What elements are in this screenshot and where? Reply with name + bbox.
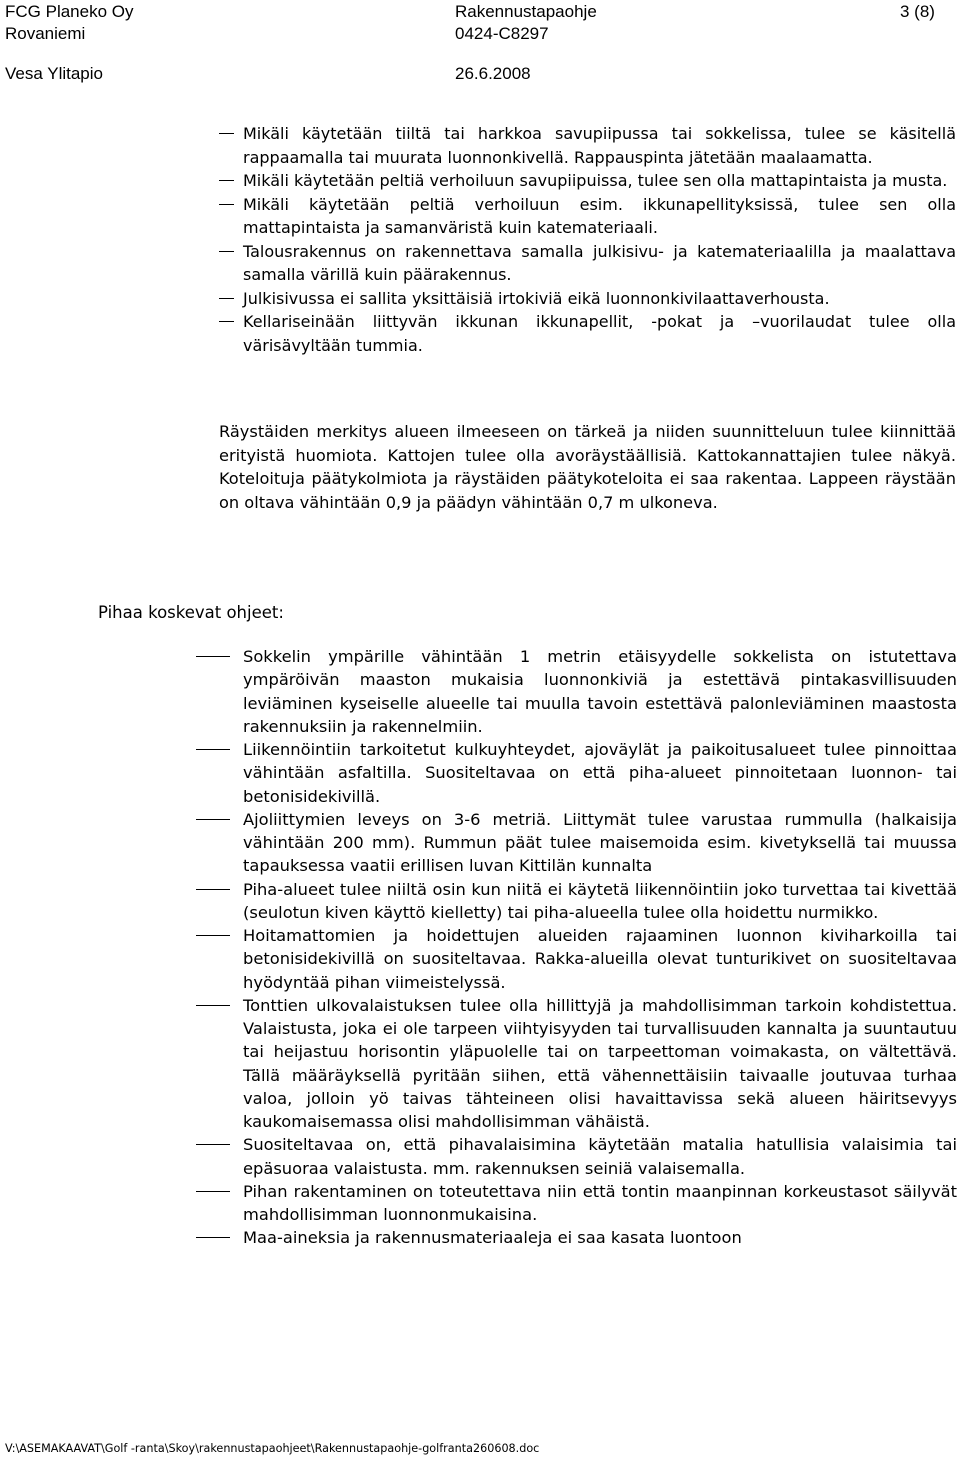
- list-item: Suositeltavaa on, että pihavalaisimina käytetään matalia hatullisia valaisimia tai epäsuoraa valaistusta. mm. rakennuksen seiniä valaisemalla.: [196, 1133, 957, 1180]
- dash-bullet: [219, 180, 234, 181]
- list-item: Hoitamattomien ja hoidettujen alueiden rajaaminen luonnon kiviharkoilla tai betonisidekivillä on suositeltavaa. Rakka-alueilla olevat tunturikivet on suositeltavaa hyödyntää pihan viimeistelyssä.: [196, 924, 957, 994]
- dash-bullet: [196, 1005, 230, 1006]
- company-location: Rovaniemi: [5, 24, 86, 43]
- list-item: Maa-aineksia ja rakennusmateriaaleja ei saa kasata luontoon: [196, 1226, 957, 1249]
- list-item: Mikäli käytetään tiiltä tai harkkoa savupiipussa tai sokkelissa, tulee se käsitellä rappaamalla tai muurata luonnonkivellä. Rappauspinta jätetään maalaamatta.: [219, 122, 956, 169]
- dash-bullet: [196, 819, 230, 820]
- dash-bullet: [196, 935, 230, 936]
- dash-bullet: [196, 656, 230, 657]
- eaves-paragraph: Räystäiden merkitys alueen ilmeeseen on tärkeä ja niiden suunnitteluun tulee kiinnittää erityistä huomiota. Kattojen tulee olla avoräystäällisiä. Kattokannattajien tulee näkyä. Koteloituja päätykolmiota ja räystäiden päätykoteloita ei saa rakentaa. Lappeen räystään on oltava vähintään 0,9 ja päädyn vähintään 0,7 m ulkoneva.: [219, 422, 956, 512]
- document-title: Rakennustapaohje: [455, 2, 597, 21]
- page-number: 3 (8): [900, 2, 935, 21]
- dash-bullet: [219, 321, 234, 322]
- dash-bullet: [219, 298, 234, 299]
- list-item: Kellariseinään liittyvän ikkunan ikkunapellit, -pokat ja –vuorilaudat tulee olla värisävyltään tummia.: [219, 310, 956, 357]
- list-item: Tonttien ulkovalaistuksen tulee olla hillittyjä ja mahdollisimman tarkoin kohdistettua. Valaistusta, joka ei ole tarpeen viihtyisyyden tai turvallisuuden kannalta ja suuntautuu tai heijastuu horisontin yläpuolelle tai on tarpeettoman voimakasta, on vältettävä. Tällä määräyksellä pyritään siihen, että vähennettäisiin taivaalle joutuvaa turhaa valoa, jolloin yö taivas tähteineen olisi havaittavissa sekä alueen häiritsevyys kaukomaisemassa olisi mahdollisimman vähäistä.: [196, 994, 957, 1134]
- author-name: Vesa Ylitapio: [5, 64, 103, 83]
- list-item: Pihan rakentaminen on toteutettava niin että tontin maanpinnan korkeustasot säilyvät mahdollisimman luonnonmukaisina.: [196, 1180, 957, 1227]
- dash-bullet: [219, 204, 234, 205]
- footer-file-path: V:\ASEMAKAAVAT\Golf -ranta\Skoy\rakennustapaohjeet\Rakennustapaohje-golfranta260608.doc: [5, 1442, 540, 1455]
- dash-bullet: [196, 1191, 230, 1192]
- document-date: 26.6.2008: [455, 64, 531, 83]
- dash-bullet: [219, 251, 234, 252]
- list-item: Mikäli käytetään peltiä verhoiluun savupiipuissa, tulee sen olla mattapintaista ja musta.: [219, 169, 956, 193]
- yard-guidelines-list: [196, 645, 957, 1250]
- list-item: Talousrakennus on rakennettava samalla julkisivu- ja katemateriaalilla ja maalattava samalla värillä kuin päärakennus.: [219, 240, 956, 287]
- list-item: Ajoliittymien leveys on 3-6 metriä. Liittymät tulee varustaa rummulla (halkaisija vähintään 200 mm). Rummun päät tulee maisemoida esim. kivetyksellä tai muussa tapauksessa vaatii erillisen luvan Kittilän kunnalta: [196, 808, 957, 878]
- dash-bullet: [219, 133, 234, 134]
- list-item: Sokkelin ympärille vähintään 1 metrin etäisyydelle sokkelista on istutettava ympäröivän maaston mukaisia luonnonkiviä ja estettävä pintakasvillisuuden leviäminen kyseiselle alueelle tai muulla tavoin estettävä palonleviäminen maastosta rakennuksiin ja rakennelmiin.: [196, 645, 957, 738]
- dash-bullet: [196, 1144, 230, 1145]
- list-item: Piha-alueet tulee niiltä osin kun niitä ei käytetä liikennöintiin joko turvettaa tai kivettää (seulotun kiven käyttö kielletty) tai piha-alueella tulee olla hoidettu nurmikko.: [196, 878, 957, 925]
- list-item: Mikäli käytetään peltiä verhoiluun esim. ikkunapellityksissä, tulee sen olla mattapintaista ja samanväristä kuin katemateriaali.: [219, 193, 956, 240]
- section-heading: Pihaa koskevat ohjeet:: [98, 603, 284, 622]
- company-name: FCG Planeko Oy: [5, 2, 134, 21]
- dash-bullet: [196, 889, 230, 890]
- document-number: 0424-C8297: [455, 24, 549, 43]
- list-item: Liikennöintiin tarkoitetut kulkuyhteydet, ajoväylät ja paikoitusalueet tulee pinnoittaa vähintään asfaltilla. Suositeltavaa on että piha-alueet pinnoitetaan luonnon- tai betonisidekivillä.: [196, 738, 957, 808]
- building-guidelines-list: [219, 122, 956, 357]
- list-item: Julkisivussa ei sallita yksittäisiä irtokiviä eikä luonnonkivilaattaverhousta.: [219, 287, 956, 311]
- dash-bullet: [196, 1237, 230, 1238]
- dash-bullet: [196, 749, 230, 750]
